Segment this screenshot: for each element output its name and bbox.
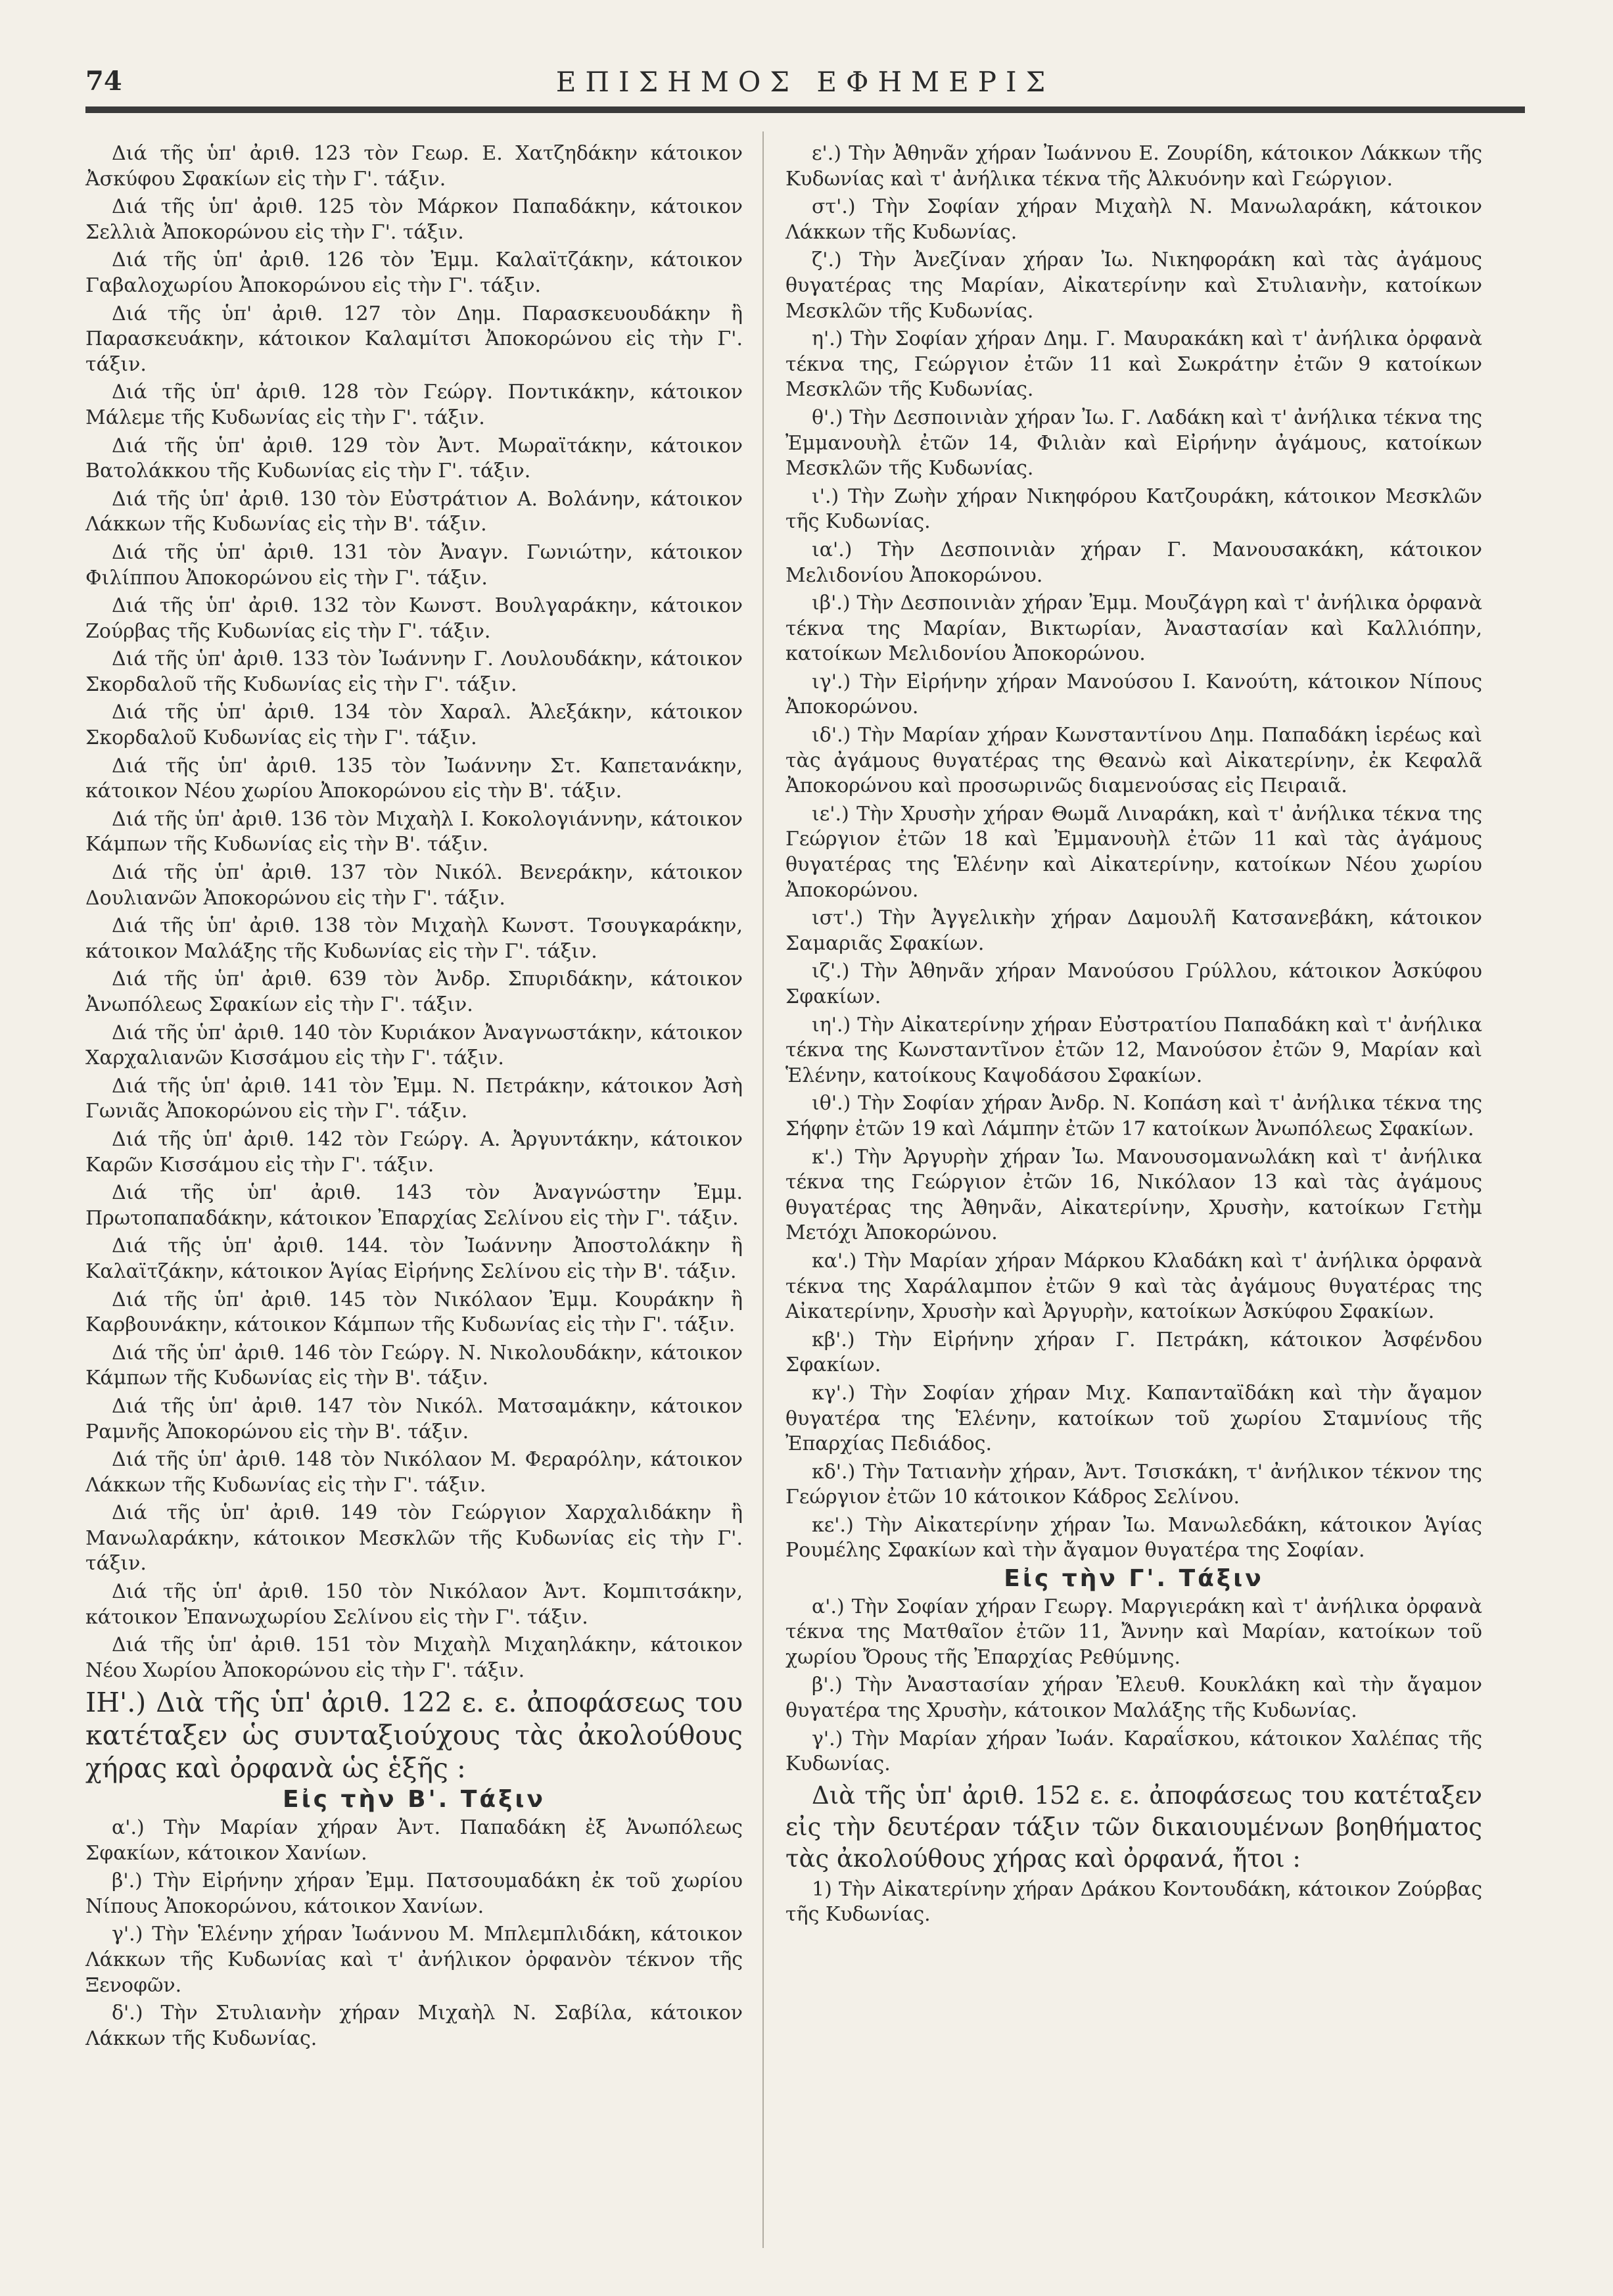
entry: Διά τῆς ὑπ' ἀριθ. 143 τὸν Ἀναγνώστην Ἐμμ. Πρωτοπαπαδάκην, κάτοικον Ἐπαρχίας Σελίνου εἰς τὴν Γ'. τάξιν. [85, 1181, 743, 1230]
entry: Διά τῆς ὑπ' ἀριθ. 126 τὸν Ἐμμ. Καλαϊτζάκην, κάτοικον Γαβαλοχωρίου Ἀποκορώνου εἰς τὴν Γ'. τάξιν. [85, 248, 743, 297]
entry: Διά τῆς ὑπ' ἀριθ. 146 τὸν Γεώργ. Ν. Νικολουδάκην, κάτοικον Κάμπων τῆς Κυδωνίας εἰς τὴν Β'. τάξιν. [85, 1341, 743, 1390]
widow-entry: ιδ'.) Τὴν Μαρίαν χήραν Κωνσταντίνου Δημ. Παπαδάκη ἱερέως καὶ τὰς ἀγάμους θυγατέρας της Θεανὼ καὶ Αἰκατερίνην, ἐκ Κεφαλᾶ Ἀποκορώνου καὶ προσωρινῶς διαμενούσας εἰς Πειραιᾶ. [785, 724, 1482, 798]
widow-entry: ιε'.) Τὴν Χρυσὴν χήραν Θωμᾶ Λιναράκη, καὶ τ' ἀνήλικα τέκνα της Γεώργιον ἐτῶν 18 καὶ Ἐμμανουὴλ ἐτῶν 11 καὶ τὰς ἀγάμους θυγατέρας της Ἑλένην καὶ Αἰκατερίνην, κατοίκων Νέου χωρίου Ἀποκορώνου. [785, 802, 1482, 902]
entry: Διά τῆς ὑπ' ἀριθ. 131 τὸν Ἀναγν. Γωνιώτην, κάτοικον Φιλίππου Ἀποκορώνου εἰς τὴν Γ'. τάξιν. [85, 540, 743, 590]
widow-entry: ιγ'.) Τὴν Εἰρήνην χήραν Μανούσου Ι. Κανούτη, κάτοικον Νίπους Ἀποκορώνου. [785, 670, 1482, 719]
widow-entry: γ'.) Τὴν Μαρίαν χήραν Ἰωάν. Καραΐσκου, κάτοικον Χαλέπας τῆς Κυδωνίας. [785, 1727, 1482, 1776]
entry: Διά τῆς ὑπ' ἀριθ. 125 τὸν Μάρκον Παπαδάκην, κάτοικον Σελλιὰ Ἀποκορώνου εἰς τὴν Γ'. τάξιν. [85, 195, 743, 244]
widow-entry: 1) Τὴν Αἰκατερίνην χήραν Δράκου Κοντουδάκη, κάτοικον Ζούρβας τῆς Κυδωνίας. [785, 1877, 1482, 1927]
entry: Διά τῆς ὑπ' ἀριθ. 135 τὸν Ἰωάννην Στ. Καπετανάκην, κάτοικον Νέου χωρίου Ἀποκορώνου εἰς τὴν Β'. τάξιν. [85, 754, 743, 803]
widow-entry: κε'.) Τὴν Αἰκατερίνην χήραν Ἰω. Μανωλεδάκη, κάτοικον Ἁγίας Ρουμέλης Σφακίων καὶ τὴν ἄγαμον θυγατέρα της Σοφίαν. [785, 1513, 1482, 1562]
entry: Διά τῆς ὑπ' ἀριθ. 144. τὸν Ἰωάννην Ἀποστολάκην ἢ Καλαϊτζάκην, κάτοικον Ἁγίας Εἰρήνης Σελίνου εἰς τὴν Β'. τάξιν. [85, 1234, 743, 1283]
entry: Διά τῆς ὑπ' ἀριθ. 145 τὸν Νικόλαον Ἐμμ. Κουράκην ἢ Καρβουνάκην, κάτοικον Κάμπων τῆς Κυδωνίας εἰς τὴν Γ'. τάξιν. [85, 1288, 743, 1337]
entry: Διά τῆς ὑπ' ἀριθ. 140 τὸν Κυριάκον Ἀναγνωστάκην, κάτοικον Χαρχαλιανῶν Κισσάμου εἰς τὴν Γ'. τάξιν. [85, 1021, 743, 1070]
widow-entry: κ'.) Τὴν Ἀργυρὴν χήραν Ἰω. Μανουσομανωλάκη καὶ τ' ἀνήλικα τέκνα της Γεώργιον ἐτῶν 16, Νικόλαον 13 καὶ τὰς ἀγάμους θυγατέρας της Ἀθηνᾶν, Αἰκατερίνην, Χρυσὴν, κατοίκων Γετὴμ Μετόχι Ἀποκορώνου. [785, 1145, 1482, 1245]
entry: Διά τῆς ὑπ' ἀριθ. 149 τὸν Γεώργιον Χαρχαλιδάκην ἢ Μανωλαράκην, κάτοικον Μεσκλῶν τῆς Κυδωνίας εἰς τὴν Γ'. τάξιν. [85, 1501, 743, 1576]
section-heading: ΙΗ'.) Διὰ τῆς ὑπ' ἀριθ. 122 ε. ε. ἀποφάσεως του κατέταξεν ὡς συνταξιούχους τὰς ἀκολούθους χήρας καὶ ὀρφανὰ ὡς ἑξῆς : [85, 1687, 743, 1785]
page-number: 74 [85, 66, 122, 97]
widow-entry: ε'.) Τὴν Ἀθηνᾶν χήραν Ἰωάννου Ε. Ζουρίδη, κάτοικον Λάκκων τῆς Κυδωνίας καὶ τ' ἀνήλικα τέκνα τῆς Ἀλκυόνην καὶ Γεώργιον. [785, 142, 1482, 191]
running-title: ΕΠΙΣΗΜΟΣ ΕΦΗΜΕΡΙΣ [555, 66, 1055, 98]
entry: Διά τῆς ὑπ' ἀριθ. 147 τὸν Νικόλ. Ματσαμάκην, κάτοικον Ραμνῆς Ἀποκορώνου εἰς τὴν Β'. τάξιν. [85, 1394, 743, 1443]
class-heading-b: Εἰς τὴν Β'. Τάξιν [283, 1786, 546, 1814]
page-header [85, 66, 1525, 112]
widow-entry: κβ'.) Τὴν Εἰρήνην χήραν Γ. Πετράκη, κάτοικον Ἀσφένδου Σφακίων. [785, 1328, 1482, 1377]
widow-entry: η'.) Τὴν Σοφίαν χήραν Δημ. Γ. Μαυρακάκη καὶ τ' ἀνήλικα ὀρφανὰ τέκνα της, Γεώργιον ἐτῶν 11 καὶ Σωκράτην ἐτῶν 9 κατοίκων Μεσκλῶν τῆς Κυδωνίας. [785, 327, 1482, 402]
widow-entry: στ'.) Τὴν Σοφίαν χήραν Μιχαὴλ Ν. Μανωλαράκη, κάτοικον Λάκκων τῆς Κυδωνίας. [785, 195, 1482, 244]
widow-entry: κα'.) Τὴν Μαρίαν χήραν Μάρκου Κλαδάκη καὶ τ' ἀνήλικα ὀρφανὰ τέκνα της Χαράλαμπον ἐτῶν 9 καὶ τὰς ἀγάμους θυγατέρας της Αἰκατερίνην, Χρυσὴν καὶ Ἀργυρὴν, κατοίκων Ἀσκύφου Σφακίων. [785, 1249, 1482, 1324]
widow-entry: β'.) Τὴν Ἀναστασίαν χήραν Ἐλευθ. Κουκλάκη καὶ τὴν ἄγαμον θυγατέρα της Χρυσὴν, κάτοικον Μαλάξης τῆς Κυδωνίας. [785, 1674, 1482, 1723]
entry: Διά τῆς ὑπ' ἀριθ. 130 τὸν Εὐστράτιον Α. Βολάνην, κάτοικον Λάκκων τῆς Κυδωνίας εἰς τὴν Β'. τάξιν. [85, 487, 743, 536]
widow-entry: α'.) Τὴν Σοφίαν χήραν Γεωργ. Μαργιεράκη καὶ τ' ἀνήλικα ὀρφανὰ τέκνα της Ματθαῖον ἐτῶν 11, Ἄννην καὶ Μαρίαν, κατοίκων τοῦ χωρίου Ὄρους τῆς Ἐπαρχίας Ρεθύμνης. [785, 1595, 1482, 1669]
widow-entry: γ'.) Τὴν Ἑλένην χήραν Ἰωάννου Μ. Μπλεμπλιδάκη, κάτοικον Λάκκων τῆς Κυδωνίας καὶ τ' ἀνήλικον ὀρφανὸν τέκνον τῆς Ξενοφῶν. [85, 1923, 743, 1997]
left-column [85, 141, 743, 2054]
entry: Διά τῆς ὑπ' ἀριθ. 133 τὸν Ἰωάννην Γ. Λουλουδάκην, κάτοικον Σκορδαλοῦ τῆς Κυδωνίας εἰς τὴν Γ'. τάξιν. [85, 647, 743, 696]
entry: Διά τῆς ὑπ' ἀριθ. 137 τὸν Νικόλ. Βενεράκην, κάτοικον Δουλιανῶν Ἀποκορώνου εἰς τὴν Γ'. τάξιν. [85, 861, 743, 910]
entry: Διά τῆς ὑπ' ἀριθ. 150 τὸν Νικόλαον Ἀντ. Κομπιτσάκην, κάτοικον Ἐπανωχωρίου Σελίνου εἰς τὴν Γ'. τάξιν. [85, 1580, 743, 1629]
class-heading-g: Εἰς τὴν Γ'. Τάξιν [1004, 1565, 1264, 1593]
widow-entry: ιθ'.) Τὴν Σοφίαν χήραν Ἀνδρ. Ν. Κοπάση καὶ τ' ἀνήλικα τέκνα της Σήφην ἐτῶν 19 καὶ Λάμπην ἐτῶν 17 κατοίκων Ἀνωπόλεως Σφακίων. [785, 1092, 1482, 1140]
column-divider [762, 131, 764, 2248]
widow-entry: κδ'.) Τὴν Τατιανὴν χήραν, Ἀντ. Τσισκάκη, τ' ἀνήλικον τέκνον της Γεώργιον ἐτῶν 10 κάτοικον Κάδρος Σελίνου. [785, 1460, 1482, 1509]
entry: Διά τῆς ὑπ' ἀριθ. 136 τὸν Μιχαὴλ Ι. Κοκολογιάννην, κάτοικον Κάμπων τῆς Κυδωνίας εἰς τὴν Β'. τάξιν. [85, 807, 743, 856]
entry: Διά τῆς ὑπ' ἀριθ. 148 τὸν Νικόλαον Μ. Φεραρόλην, κάτοικον Λάκκων τῆς Κυδωνίας εἰς τὴν Γ'. τάξιν. [85, 1448, 743, 1497]
entry: Διά τῆς ὑπ' ἀριθ. 151 τὸν Μιχαὴλ Μιχαηλάκην, κάτοικον Νέου Χωρίου Ἀποκορώνου εἰς τὴν Γ'. τάξιν. [85, 1633, 743, 1682]
decision-paragraph: Διὰ τῆς ὑπ' ἀριθ. 152 ε. ε. ἀποφάσεως του κατέταξεν εἰς τὴν δευτέραν τάξιν τῶν δικαιουμένων βοηθήματος τὰς ἀκολούθους χήρας καὶ ὀρφανά, ἤτοι : [785, 1781, 1482, 1873]
entry: Διά τῆς ὑπ' ἀριθ. 142 τὸν Γεώργ. Α. Ἀργυντάκην, κάτοικον Καρῶν Κισσάμου εἰς τὴν Γ'. τάξιν. [85, 1127, 743, 1177]
entry: Διά τῆς ὑπ' ἀριθ. 127 τὸν Δημ. Παρασκευουδάκην ἢ Παρασκευάκην, κάτοικον Καλαμίτσι Ἀποκορώνου εἰς τὴν Γ'. τάξιν. [85, 302, 743, 376]
widow-entry: ια'.) Τὴν Δεσποινιὰν χήραν Γ. Μανουσακάκη, κάτοικον Μελιδονίου Ἀποκορώνου. [785, 538, 1482, 587]
widow-entry: ιζ'.) Τὴν Ἀθηνᾶν χήραν Μανούσου Γρύλλου, κάτοικον Ἀσκύφου Σφακίων. [785, 960, 1482, 1008]
widow-entry: ιη'.) Τὴν Αἰκατερίνην χήραν Εὐστρατίου Παπαδάκη καὶ τ' ἀνήλικα τέκνα της Κωνσταντῖνον ἐτῶν 12, Μανούσον ἐτῶν 9, Μαρίαν καὶ Ἑλένην, κατοίκους Καψοδάσου Σφακίων. [785, 1013, 1482, 1087]
widow-entry: α'.) Τὴν Μαρίαν χήραν Ἀντ. Παπαδάκη ἐξ Ἀνωπόλεως Σφακίων, κάτοικον Χανίων. [85, 1816, 743, 1865]
widow-entry: ζ'.) Τὴν Ἀνεζίναν χήραν Ἰω. Νικηφοράκη καὶ τὰς ἀγάμους θυγατέρας της Μαρίαν, Αἰκατερίνην καὶ Στυλιανὴν, κατοίκων Μεσκλῶν τῆς Κυδωνίας. [785, 248, 1482, 323]
widow-entry: κγ'.) Τὴν Σοφίαν χήραν Μιχ. Καπανταϊδάκη καὶ τὴν ἄγαμον θυγατέρα της Ἑλένην, κατοίκων τοῦ χωρίου Σταμνίους τῆς Ἐπαρχίας Πεδιάδος. [785, 1381, 1482, 1456]
entry: Διά τῆς ὑπ' ἀριθ. 132 τὸν Κωνστ. Βουλγαράκην, κάτοικον Ζούρβας τῆς Κυδωνίας εἰς τὴν Γ'. τάξιν. [85, 594, 743, 643]
entry: Διά τῆς ὑπ' ἀριθ. 129 τὸν Ἀντ. Μωραϊτάκην, κάτοικον Βατολάκκου τῆς Κυδωνίας εἰς τὴν Γ'. τάξιν. [85, 434, 743, 483]
header-rule [85, 106, 1525, 113]
entry: Διά τῆς ὑπ' ἀριθ. 128 τὸν Γεώργ. Ποντικάκην, κάτοικον Μάλεμε τῆς Κυδωνίας εἰς τὴν Γ'. τάξιν. [85, 381, 743, 429]
entry: Διά τῆς ὑπ' ἀριθ. 138 τὸν Μιχαὴλ Κωνστ. Τσουγκαράκην, κάτοικον Μαλάξης τῆς Κυδωνίας εἰς τὴν Γ'. τάξιν. [85, 914, 743, 963]
widow-entry: θ'.) Τὴν Δεσποινιὰν χήραν Ἰω. Γ. Λαδάκη καὶ τ' ἀνήλικα τέκνα της Ἐμμανουὴλ ἐτῶν 14, Φιλιὰν καὶ Εἰρήνην ἀγάμους, κατοίκων Μεσκλῶν τῆς Κυδωνίας. [785, 406, 1482, 480]
entry: Διά τῆς ὑπ' ἀριθ. 134 τὸν Χαραλ. Ἀλεξάκην, κάτοικον Σκορδαλοῦ Κυδωνίας εἰς τὴν Γ'. τάξιν. [85, 701, 743, 750]
widow-entry: β'.) Τὴν Εἰρήνην χήραν Ἐμμ. Πατσουμαδάκη ἐκ τοῦ χωρίου Νίπους Ἀποκορώνου, κάτοικον Χανίων. [85, 1869, 743, 1918]
widow-entry: ιβ'.) Τὴν Δεσποινιὰν χήραν Ἐμμ. Μουζάγρη καὶ τ' ἀνήλικα ὀρφανὰ τέκνα της Μαρίαν, Βικτωρίαν, Ἀναστασίαν καὶ Καλλιόπην, κατοίκων Μελιδονίου Ἀποκορώνου. [785, 592, 1482, 666]
entry: Διά τῆς ὑπ' ἀριθ. 141 τὸν Ἐμμ. Ν. Πετράκην, κάτοικον Ἀσὴ Γωνιᾶς Ἀποκορώνου εἰς τὴν Γ'. τάξιν. [85, 1074, 743, 1123]
widow-entry: δ'.) Τὴν Στυλιανὴν χήραν Μιχαὴλ Ν. Σαβίλα, κάτοικον Λάκκων τῆς Κυδωνίας. [85, 2002, 743, 2050]
widow-entry: ι'.) Τὴν Ζωὴν χήραν Νικηφόρου Κατζουράκη, κάτοικον Μεσκλῶν τῆς Κυδωνίας. [785, 484, 1482, 534]
entry: Διά τῆς ὑπ' ἀριθ. 639 τὸν Ἀνδρ. Σπυριδάκην, κάτοικον Ἀνωπόλεως Σφακίων εἰς τὴν Γ'. τάξιν. [85, 968, 743, 1016]
right-column [785, 141, 1482, 1931]
entry: Διά τῆς ὑπ' ἀριθ. 123 τὸν Γεωρ. Ε. Χατζηδάκην κάτοικον Ἀσκύφου Σφακίων εἰς τὴν Γ'. τάξιν. [85, 142, 743, 191]
widow-entry: ιστ'.) Τὴν Ἀγγελικὴν χήραν Δαμουλῆ Κατσανεβάκη, κάτοικον Σαμαριᾶς Σφακίων. [785, 906, 1482, 955]
